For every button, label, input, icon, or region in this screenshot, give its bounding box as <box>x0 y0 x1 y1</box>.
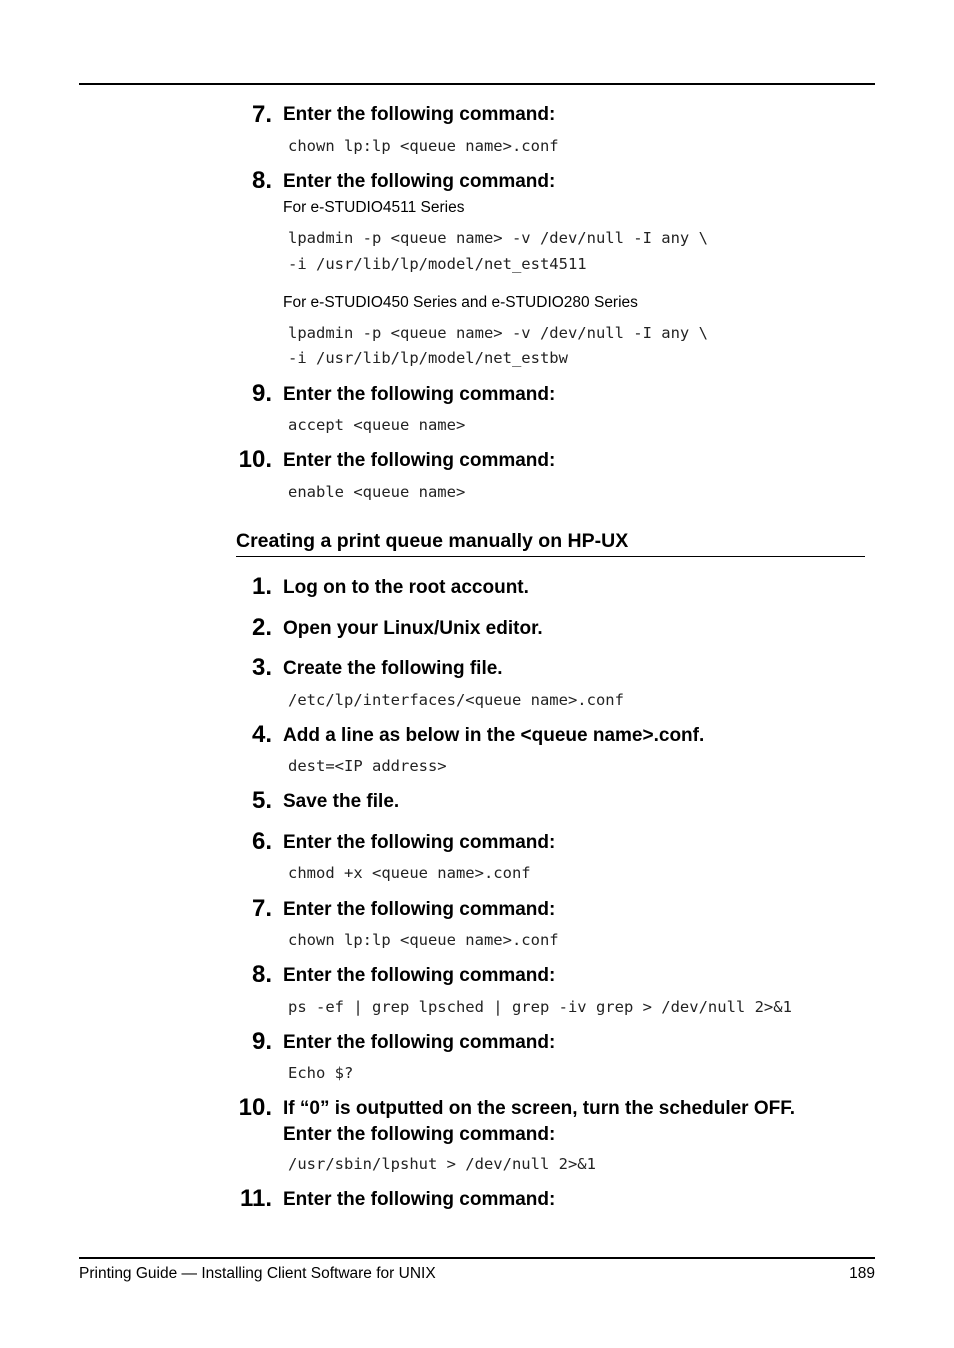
step-text: Enter the following command: <box>283 1032 556 1053</box>
step-text: Enter the following command: <box>283 965 556 986</box>
step-text: Enter the following command: <box>283 832 556 853</box>
code-line: accept <queue name> <box>288 416 466 434</box>
step-number: 11. <box>239 1185 272 1212</box>
step-text: Log on to the root account. <box>283 577 529 598</box>
step-number: 9. <box>251 1028 272 1055</box>
step-number: 10. <box>238 446 272 473</box>
code-line: -i /usr/lib/lp/model/net_est4511 <box>288 255 587 273</box>
step-number: 7. <box>251 895 272 922</box>
step-text-continued: Enter the following command: <box>283 1124 556 1145</box>
code-line: -i /usr/lib/lp/model/net_estbw <box>288 349 568 367</box>
step-number: 7. <box>251 101 272 128</box>
footer-rule <box>79 1257 875 1259</box>
step-number: 8. <box>251 961 272 988</box>
step-number: 1. <box>251 573 272 600</box>
step-number: 6. <box>251 828 272 855</box>
code-line: chmod +x <queue name>.conf <box>288 864 531 882</box>
step-text: Add a line as below in the <queue name>.conf. <box>283 725 705 746</box>
step-number: 9. <box>251 380 272 407</box>
series-note: For e-STUDIO4511 Series <box>283 199 465 216</box>
header-rule <box>79 83 875 85</box>
code-line: chown lp:lp <queue name>.conf <box>288 931 559 949</box>
section-heading: Creating a print queue manually on HP-UX <box>236 529 865 557</box>
step-number: 2. <box>251 614 272 641</box>
code-line: /usr/sbin/lpshut > /dev/null 2>&1 <box>288 1155 596 1173</box>
code-line: lpadmin -p <queue name> -v /dev/null -I any \ <box>288 324 708 342</box>
code-line: lpadmin -p <queue name> -v /dev/null -I any \ <box>288 229 708 247</box>
step-text: Enter the following command: <box>283 384 556 405</box>
step-text: Enter the following command: <box>283 171 556 192</box>
code-line: /etc/lp/interfaces/<queue name>.conf <box>288 691 624 709</box>
step-number: 5. <box>251 787 272 814</box>
step-text: Save the file. <box>283 791 400 812</box>
code-line: enable <queue name> <box>288 483 466 501</box>
step-text: Enter the following command: <box>283 1189 556 1210</box>
step-text: Enter the following command: <box>283 899 556 920</box>
series-note: For e-STUDIO450 Series and e-STUDIO280 Series <box>283 294 638 311</box>
step-number: 8. <box>251 167 272 194</box>
step-text: Enter the following command: <box>283 450 556 471</box>
step-text: If “0” is outputted on the screen, turn the scheduler OFF. <box>283 1098 795 1119</box>
page-number: 189 <box>849 1265 875 1282</box>
footer-title: Printing Guide — Installing Client Software for UNIX <box>79 1265 436 1282</box>
step-text: Enter the following command: <box>283 104 556 125</box>
code-line: dest=<IP address> <box>288 757 447 775</box>
step-text: Open your Linux/Unix editor. <box>283 618 543 639</box>
code-line: chown lp:lp <queue name>.conf <box>288 137 559 155</box>
code-line: ps -ef | grep lpsched | grep -iv grep > /dev/null 2>&1 <box>288 998 792 1016</box>
step-text: Create the following file. <box>283 658 503 679</box>
step-number: 3. <box>251 654 272 681</box>
step-number: 10. <box>238 1094 272 1121</box>
step-number: 4. <box>251 721 272 748</box>
code-line: Echo $? <box>288 1064 354 1082</box>
